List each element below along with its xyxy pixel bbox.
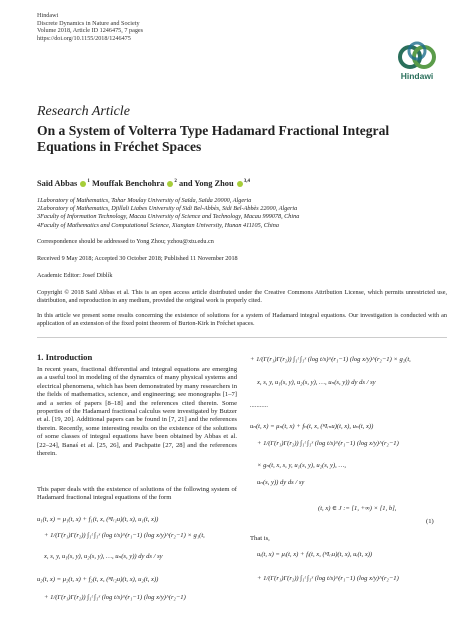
journal-name: Discrete Dynamics in Nature and Society <box>37 19 140 27</box>
correspondence: Correspondence should be addressed to Yong Zhou; yzhou@xtu.edu.cn <box>37 238 214 245</box>
equation-line: + 1/(Γ(r₁)Γ(r₂)) ∫₁ᵗ ∫₁ˣ (log t/s)^(r₁−1) (log x/y)^(r₂−1) <box>44 594 186 601</box>
equation-line: + 1/(Γ(r₁)Γ(r₂)) ∫₁ᵗ ∫₁ˣ (log t/s)^(r₁−1) (log x/y)^(r₂−1) × g₁(t, <box>44 532 205 539</box>
equation-line: + 1/(Γ(r₁)Γ(r₂)) ∫₁ᵗ ∫₁ˣ (log t/s)^(r₁−1) (log x/y)^(r₂−1) × g₂(t, <box>250 356 411 363</box>
equation-line: u₂(t, x) = μ₂(t, x) + f₂(t, x, (ᴴIᵣ₂u)(t, x), u₂(t, x)) <box>37 576 159 583</box>
abstract: In this article we present some results concerning the existence of solutions for a system of Hadamard integral equations. Our investigation is conducted with an application of an extension of the fixed point theorem of Burton-Kirk in Fréchet spaces. <box>37 312 447 327</box>
affiliations <box>37 197 447 230</box>
intro-paragraph-2: This paper deals with the existence of solutions of the following system of Hadamard fractional integral equations of the form <box>37 486 237 502</box>
affiliation-2: 2Laboratory of Mathematics, Djillali Liabes University of Sidi Bel-Abbès, Sidi Bel-Abbès 22000, Algeria <box>37 205 298 213</box>
orcid-icon[interactable] <box>80 181 86 187</box>
author-2-affil: 2 <box>174 179 177 185</box>
section-heading: 1. Introduction <box>37 352 93 362</box>
author-list <box>37 179 250 188</box>
academic-editor: Academic Editor: Josef Diblík <box>37 272 113 279</box>
that-is-text: That is, <box>250 535 270 542</box>
equation-domain: (t, x) ∈ J := [1, +∞) × [1, b], <box>318 505 397 512</box>
copyright-notice: Copyright © 2018 Saïd Abbas et al. This is an open access article distributed under the Creative Commons Attribution License, which permits unrestricted use, distribution, and reproduction in any medium, provided the original work is properly cited. <box>37 289 447 304</box>
publisher-name: Hindawi <box>37 12 59 19</box>
author-2: Mouffak Benchohra <box>91 179 165 188</box>
equation-line: uₙ(s, y)) dy ds / sy <box>257 479 305 486</box>
orcid-icon[interactable] <box>237 181 243 187</box>
affiliation-1: 1Laboratory of Mathematics, Tahar Moulay University of Saïda, Saïda 20000, Algeria <box>37 197 252 204</box>
paper-title: On a System of Volterra Type Hadamard Fractional Integral Equations in Fréchet Spaces <box>37 123 390 154</box>
equation-line: + 1/(Γ(r₁)Γ(r₂)) ∫₁ᵗ ∫₁ˣ (log t/s)^(r₁−1) (log x/y)^(r₂−1) <box>257 575 399 582</box>
dates: Received 9 May 2018; Accepted 30 October 2018; Published 11 November 2018 <box>37 255 238 262</box>
equation-line: + 1/(Γ(r₁)Γ(r₂)) ∫₁ᵗ ∫₁ˣ (log t/s)^(r₁−1) (log x/y)^(r₂−1) <box>257 440 399 447</box>
volume-info: Volume 2018, Article ID 1246475, 7 pages <box>37 27 144 35</box>
article-type: Research Article <box>37 104 130 119</box>
equation-line: x, s, y, u₁(s, y), u₂(s, y), …, uₙ(s, y)) dy ds / sy <box>257 379 376 386</box>
author-3-affil: 3,4 <box>243 179 250 185</box>
author-3: and Yong Zhou <box>179 179 234 188</box>
equation-line: uₙ(t, x) = μₙ(t, x) + fₙ(t, x, (ᴴIᵣₙu)(t, x), uₙ(t, x)) <box>250 423 374 430</box>
equation-line: × gₙ(t, x, s, y, u₁(s, y), u₂(s, y), …, <box>257 462 346 469</box>
equation-number: (1) <box>426 518 434 525</box>
orcid-icon[interactable] <box>167 181 173 187</box>
journal-header <box>37 12 143 42</box>
equation-line: ........... <box>250 402 269 409</box>
intro-paragraph-1: In recent years, fractional differential and integral equations are emerging as a useful tool in modeling of the dynamics of many physical systems and electrical phenomena, which has been demonstrated by many researchers in the fields of mathematics, science, and engineering; see monographs [1–7] and a series of papers [8–18] and the references cited therein. Some properties of the Hadamard fractional calculus were investigated by Butzer et al. [19, 20]. Additional papers can be found in [7, 21] and the references therein. Recently, some interesting results on the existence of the solutions of some classes of integral equations have been obtained by Abbas et al. [22–24], Banaś et al. [25, 26], and Pachpatte [27, 28] and the references therein. <box>37 366 237 458</box>
doi-link[interactable]: https://doi.org/10.1155/2018/1246475 <box>37 34 131 42</box>
author-1-affil: 1 <box>87 179 90 185</box>
equation-line: uᵢ(t, x) = μᵢ(t, x) + fᵢ(t, x, (ᴴIᵣᵢu)(t, x), uᵢ(t, x)) <box>257 551 373 558</box>
abstract-divider <box>37 337 447 338</box>
equation-line: x, s, y, u₁(s, y), u₂(s, y), …, uₙ(s, y)) dy ds / sy <box>44 553 163 560</box>
affiliation-3: 3Faculty of Information Technology, Macau University of Science and Technology, Macau 999078, China <box>37 213 300 221</box>
author-1: Saïd Abbas <box>37 179 78 188</box>
affiliation-4: 4Faculty of Mathematics and Computational Science, Xiangtan University, Hunan 411105, China <box>37 221 279 229</box>
hindawi-logo-text: Hindawi <box>400 71 434 81</box>
equation-line: u₁(t, x) = μ₁(t, x) + f₁(t, x, (ᴴIᵣ₁u)(t, x), u₁(t, x)) <box>37 516 159 523</box>
